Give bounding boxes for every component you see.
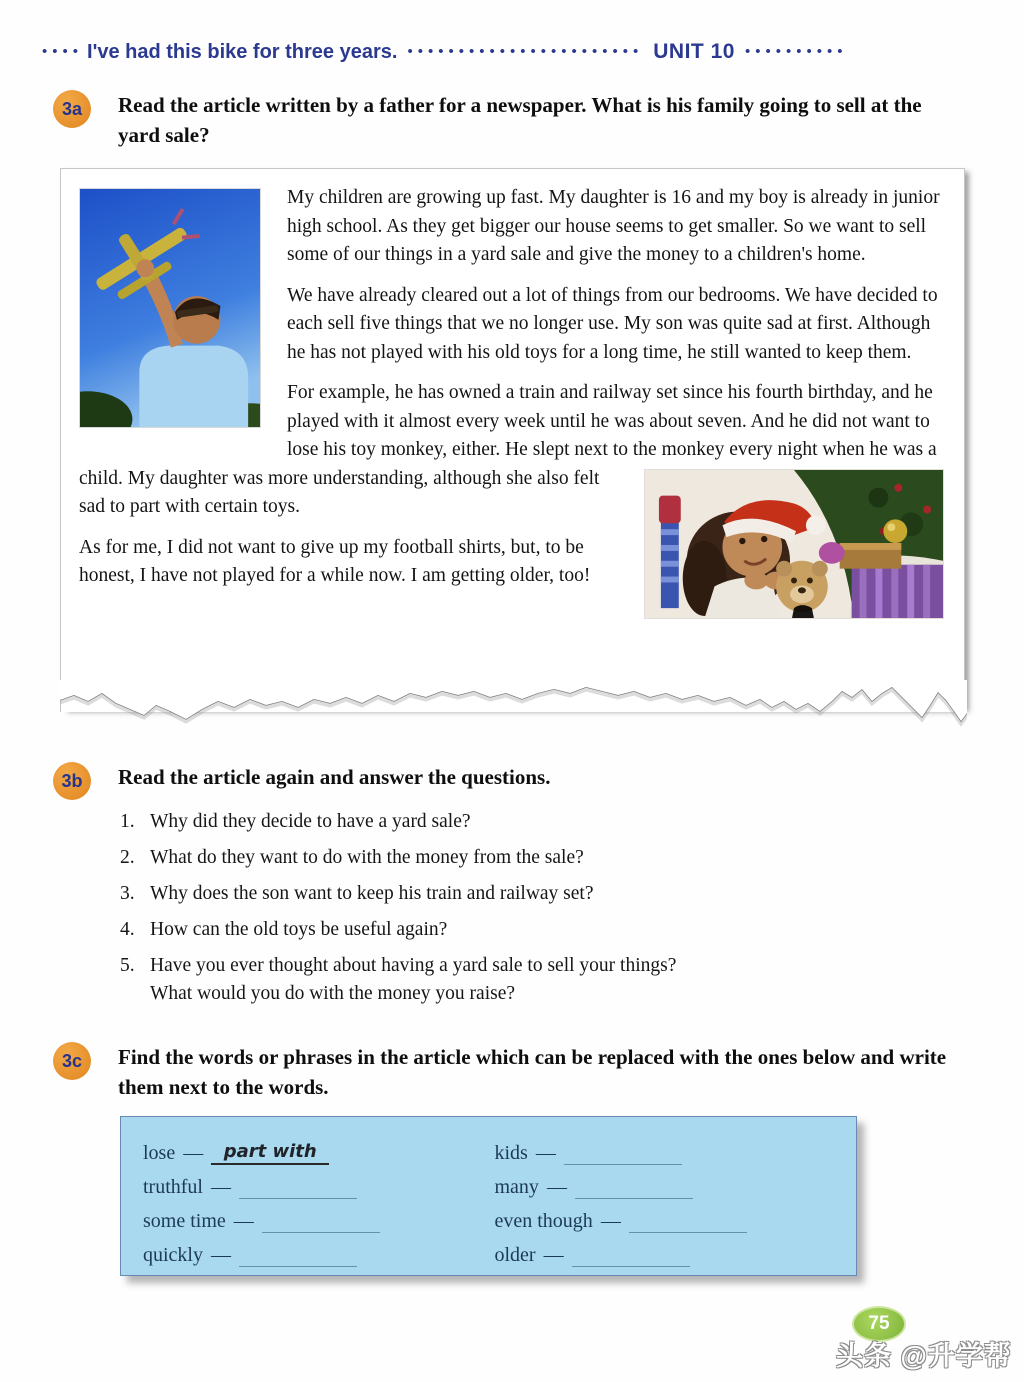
question-text — [150, 952, 920, 1008]
question-text: Why does the son want to keep his train and railway set? — [150, 883, 594, 904]
word-label: even though — [494, 1210, 593, 1232]
question-text-line2: What would you do with the money you raise? — [150, 983, 516, 1004]
word-label: kids — [494, 1142, 528, 1164]
girl-with-teddy-bear-photo — [644, 469, 944, 619]
dash: — — [233, 1210, 254, 1232]
word-row-lose — [143, 1131, 485, 1165]
section-badge-3a: 3a — [53, 90, 91, 128]
article-paragraph-1: My children are growing up fast. My daughter is 16 and my boy is already in junior high school. As they get bigger our house seems to get smaller. So we want to sell some of our things in a yard sale and give the money to a children's home. — [287, 187, 940, 265]
article-paragraph-3-text-a: For example, he has owned a train and railway set since his fourth birthday, and he played with it almost every week until he was about seven. And he did not want to lose his toy monkey, either. He slept next to the monkey every night when he was a — [287, 382, 937, 460]
word-label: some time — [143, 1210, 226, 1232]
question-number: 1. — [120, 811, 135, 832]
answer-blank-lose[interactable]: part with — [211, 1141, 329, 1165]
dash: — — [211, 1244, 231, 1266]
word-row-many — [495, 1165, 837, 1199]
section-badge-3c: 3c — [53, 1042, 91, 1080]
section-badge-3b: 3b — [53, 762, 91, 800]
header-dots-left: •••• — [42, 42, 84, 60]
question-text: How can the old toys be useful again? — [150, 919, 448, 940]
question-text: What do they want to do with the money from the sale? — [150, 847, 584, 868]
unit-tagline: I've had this bike for three years. — [87, 40, 398, 63]
vocabulary-box — [120, 1116, 857, 1276]
article-paragraph-3-text-b: child. My daughter was more understanding, although she also felt sad to part with certain toys. — [79, 467, 600, 517]
question-number: 2. — [120, 847, 135, 868]
torn-paper-edge — [60, 680, 967, 728]
boy-with-toy-plane-photo — [79, 188, 261, 428]
dash: — — [211, 1176, 231, 1198]
section-3a-heading: Read the article written by a father for a newspaper. What is his family going to sell at the yard sale? — [118, 93, 922, 147]
word-label: older — [494, 1244, 536, 1266]
girl-photo-illustration — [645, 470, 943, 618]
boy-photo-illustration — [80, 189, 260, 427]
word-row-some-time — [143, 1199, 485, 1233]
question-item-4 — [120, 916, 920, 944]
dash: — — [543, 1244, 564, 1266]
word-row-older — [495, 1233, 837, 1267]
article-paragraph-2: We have already cleared out a lot of things from our bedrooms. We have decided to each sell five things that we no longer use. My son was quite sad at first. Although he has not played with his old toys for a long time, he still wanted to keep them. — [287, 284, 938, 363]
word-row-kids — [495, 1131, 837, 1165]
section-3c-heading: Find the words or phrases in the article which can be replaced with the ones below and write them next to the words. — [118, 1045, 947, 1099]
dash: — — [183, 1142, 204, 1164]
dash: — — [535, 1142, 556, 1164]
article-paragraph-4: As for me, I did not want to give up my football shirts, but, to be honest, I have not played for a while now. I am getting older, too! — [79, 536, 591, 586]
question-number: 5. — [120, 955, 135, 976]
question-item-2 — [120, 844, 920, 872]
question-item-5 — [120, 952, 920, 1008]
header-dots-right: •••••••••• — [744, 42, 848, 60]
article-panel — [60, 168, 965, 712]
page-header — [42, 36, 1024, 68]
dash: — — [546, 1176, 567, 1198]
word-label: quickly — [143, 1244, 203, 1266]
question-list — [120, 808, 920, 1016]
answer-blank-quickly[interactable] — [239, 1266, 357, 1267]
word-label: lose — [143, 1142, 176, 1164]
question-text-line1: Have you ever thought about having a yard sale to sell your things? — [150, 955, 677, 976]
dash: — — [600, 1210, 621, 1232]
word-row-truthful — [143, 1165, 485, 1199]
question-number: 4. — [120, 919, 135, 940]
word-row-quickly — [143, 1233, 485, 1267]
question-number: 3. — [120, 883, 135, 904]
page-number-badge: 75 — [852, 1306, 906, 1342]
header-dots-middle: ••••••••••••••••••••••• — [407, 42, 644, 60]
word-label: many — [494, 1176, 539, 1198]
answer-blank-older[interactable] — [572, 1266, 690, 1267]
word-row-even-though — [495, 1199, 837, 1233]
word-label: truthful — [143, 1176, 203, 1198]
unit-label: UNIT 10 — [653, 40, 735, 63]
section-3b-heading: Read the article again and answer the questions. — [118, 765, 551, 789]
question-item-3 — [120, 880, 920, 908]
question-item-1 — [120, 808, 920, 836]
watermark-text: 头条 @升学帮 — [836, 1341, 1012, 1371]
question-text: Why did they decide to have a yard sale? — [150, 811, 471, 832]
